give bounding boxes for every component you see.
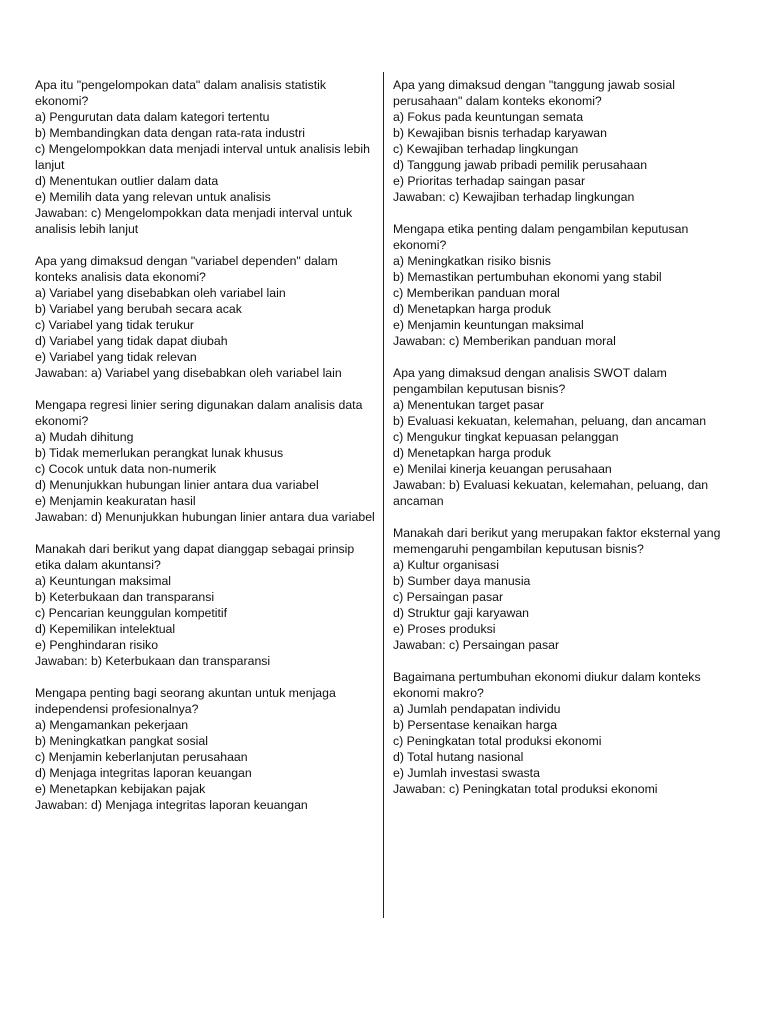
answer-option: d) Menentukan outlier dalam data [35, 174, 219, 188]
question-block [393, 77, 738, 205]
answer-key: Jawaban: d) Menunjukkan hubungan linier antara dua variabel [35, 510, 375, 524]
answer-option: e) Menjamin keuntungan maksimal [393, 318, 584, 332]
answer-option: a) Kultur organisasi [393, 558, 499, 572]
answer-option: c) Cocok untuk data non-numerik [35, 462, 217, 476]
question-text: Bagaimana pertumbuhan ekonomi diukur dalam konteks ekonomi makro? [393, 670, 701, 700]
answer-key: Jawaban: a) Variabel yang disebabkan oleh variabel lain [35, 366, 342, 380]
answer-option: d) Menetapkan harga produk [393, 302, 551, 316]
left-column [35, 77, 375, 829]
answer-option: b) Tidak memerlukan perangkat lunak khusus [35, 446, 284, 460]
question-block [35, 253, 375, 381]
answer-option: b) Kewajiban bisnis terhadap karyawan [393, 126, 607, 140]
question-text: Apa yang dimaksud dengan "tanggung jawab sosial perusahaan" dalam konteks ekonomi? [393, 78, 675, 108]
answer-option: b) Variabel yang berubah secara acak [35, 302, 242, 316]
answer-option: a) Fokus pada keuntungan semata [393, 110, 584, 124]
answer-option: d) Total hutang nasional [393, 750, 524, 764]
answer-option: e) Menetapkan kebijakan pajak [35, 782, 206, 796]
answer-option: b) Memastikan pertumbuhan ekonomi yang stabil [393, 270, 662, 284]
answer-option: d) Struktur gaji karyawan [393, 606, 530, 620]
answer-option: a) Mudah dihitung [35, 430, 134, 444]
question-text: Apa itu "pengelompokan data" dalam analisis statistik ekonomi? [35, 78, 327, 108]
answer-option: b) Keterbukaan dan transparansi [35, 590, 215, 604]
answer-option: b) Sumber daya manusia [393, 574, 531, 588]
answer-option: c) Variabel yang tidak terukur [35, 318, 195, 332]
answer-key: Jawaban: d) Menjaga integritas laporan keuangan [35, 798, 308, 812]
answer-key: Jawaban: c) Mengelompokkan data menjadi interval untuk analisis lebih lanjut [35, 206, 353, 236]
question-block [393, 525, 738, 653]
answer-option: a) Pengurutan data dalam kategori tertentu [35, 110, 270, 124]
answer-option: c) Peningkatan total produksi ekonomi [393, 734, 602, 748]
answer-option: c) Pencarian keunggulan kompetitif [35, 606, 228, 620]
question-block [393, 221, 738, 349]
answer-key: Jawaban: b) Keterbukaan dan transparansi [35, 654, 271, 668]
question-block [35, 685, 375, 813]
answer-key: Jawaban: b) Evaluasi kekuatan, kelemahan, peluang, dan ancaman [393, 478, 709, 508]
question-text: Mengapa penting bagi seorang akuntan untuk menjaga independensi profesionalnya? [35, 686, 336, 716]
question-text: Manakah dari berikut yang merupakan faktor eksternal yang memengaruhi pengambilan keputusan bisnis? [393, 526, 721, 556]
answer-option: e) Menilai kinerja keuangan perusahaan [393, 462, 612, 476]
question-text: Mengapa etika penting dalam pengambilan keputusan ekonomi? [393, 222, 689, 252]
answer-option: c) Mengukur tingkat kepuasan pelanggan [393, 430, 619, 444]
question-block [393, 669, 738, 797]
answer-option: a) Menentukan target pasar [393, 398, 545, 412]
answer-option: e) Memilih data yang relevan untuk analisis [35, 190, 271, 204]
answer-option: a) Mengamankan pekerjaan [35, 718, 189, 732]
question-text: Apa yang dimaksud dengan analisis SWOT dalam pengambilan keputusan bisnis? [393, 366, 667, 396]
answer-option: d) Menunjukkan hubungan linier antara dua variabel [35, 478, 319, 492]
answer-option: a) Variabel yang disebabkan oleh variabel lain [35, 286, 286, 300]
question-text: Mengapa regresi linier sering digunakan dalam analisis data ekonomi? [35, 398, 363, 428]
answer-option: b) Membandingkan data dengan rata-rata industri [35, 126, 306, 140]
answer-option: e) Variabel yang tidak relevan [35, 350, 197, 364]
question-block [393, 365, 738, 509]
answer-option: d) Tanggung jawab pribadi pemilik perusahaan [393, 158, 648, 172]
answer-option: e) Proses produksi [393, 622, 496, 636]
answer-option: c) Menjamin keberlanjutan perusahaan [35, 750, 248, 764]
answer-option: a) Jumlah pendapatan individu [393, 702, 561, 716]
answer-option: b) Persentase kenaikan harga [393, 718, 558, 732]
answer-option: e) Jumlah investasi swasta [393, 766, 540, 780]
answer-option: d) Kepemilikan intelektual [35, 622, 176, 636]
question-block [35, 77, 375, 237]
answer-key: Jawaban: c) Persaingan pasar [393, 638, 560, 652]
question-block [35, 541, 375, 669]
answer-option: d) Menetapkan harga produk [393, 446, 551, 460]
question-block [35, 397, 375, 525]
question-text: Manakah dari berikut yang dapat dianggap sebagai prinsip etika dalam akuntansi? [35, 542, 355, 572]
answer-option: c) Mengelompokkan data menjadi interval untuk analisis lebih lanjut [35, 142, 370, 172]
answer-option: a) Keuntungan maksimal [35, 574, 172, 588]
answer-option: a) Meningkatkan risiko bisnis [393, 254, 551, 268]
answer-option: c) Persaingan pasar [393, 590, 504, 604]
answer-key: Jawaban: c) Memberikan panduan moral [393, 334, 616, 348]
answer-option: d) Menjaga integritas laporan keuangan [35, 766, 252, 780]
answer-option: b) Evaluasi kekuatan, kelemahan, peluang, dan ancaman [393, 414, 707, 428]
answer-option: c) Kewajiban terhadap lingkungan [393, 142, 579, 156]
answer-option: e) Prioritas terhadap saingan pasar [393, 174, 586, 188]
answer-option: b) Meningkatkan pangkat sosial [35, 734, 208, 748]
column-divider [383, 72, 384, 918]
answer-option: e) Penghindaran risiko [35, 638, 159, 652]
question-text: Apa yang dimaksud dengan "variabel dependen" dalam konteks analisis data ekonomi? [35, 254, 338, 284]
answer-option: d) Variabel yang tidak dapat diubah [35, 334, 228, 348]
answer-option: e) Menjamin keakuratan hasil [35, 494, 196, 508]
answer-option: c) Memberikan panduan moral [393, 286, 560, 300]
answer-key: Jawaban: c) Kewajiban terhadap lingkungan [393, 190, 635, 204]
right-column [393, 77, 738, 813]
answer-key: Jawaban: c) Peningkatan total produksi ekonomi [393, 782, 658, 796]
